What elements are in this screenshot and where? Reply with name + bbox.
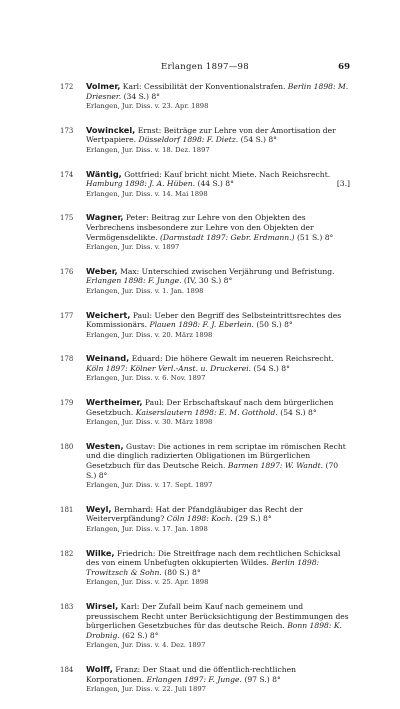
extent: (51 S.) 8° bbox=[296, 232, 334, 242]
entry-body bbox=[86, 311, 350, 341]
bibliography-entry bbox=[60, 213, 350, 252]
author-firstname: Franz: bbox=[115, 664, 141, 674]
dissertation-info: Erlangen, Jur. Diss. v. 17. Sept. 1897 bbox=[86, 481, 213, 490]
bibliography-entry bbox=[60, 126, 350, 156]
extent: (IV, 30 S.) 8° bbox=[183, 276, 233, 286]
work-title: Der Erbschaftskauf nach dem bürgerlichen Gesetzbuch. bbox=[86, 398, 334, 417]
imprint: Berlin 1898: Trowitzsch & Sohn. bbox=[86, 558, 320, 577]
author-surname: Weyl, bbox=[86, 503, 112, 514]
dissertation-info: Erlangen, Jur. Diss. v. 18. Dez. 1897 bbox=[86, 145, 210, 154]
dissertation-info: Erlangen, Jur. Diss. v. 25. Apr. 1898 bbox=[86, 578, 209, 587]
entry-number: 177 bbox=[60, 311, 74, 320]
entry-body bbox=[86, 398, 350, 428]
work-title: Kauf bricht nicht Miete. Nach Reichsrecht. bbox=[164, 169, 331, 179]
dissertation-info: Erlangen, Jur. Diss. v. 1897 bbox=[86, 243, 180, 252]
entry-body bbox=[86, 126, 350, 156]
entry-number: 173 bbox=[60, 126, 74, 135]
extent: (54 S.) 8° bbox=[280, 407, 317, 417]
author-firstname: Friedrich: bbox=[116, 548, 156, 558]
entry-body bbox=[86, 442, 350, 491]
imprint: Düsseldorf 1898: F. Dietz. bbox=[138, 135, 239, 145]
dissertation-info: Erlangen, Jur. Diss. v. 14. Mai 1898 bbox=[86, 189, 208, 198]
work-title: Die actiones in rem scriptae im römischen Recht und die dinglich radizierten Obligationen im Bürgerlichen Gesetzbuch für das Deutsche Reich. bbox=[86, 441, 346, 471]
bibliography-entry bbox=[60, 665, 350, 695]
extent: (97 S.) 8° bbox=[244, 674, 281, 684]
entry-body bbox=[86, 170, 350, 200]
author-surname: Wertheimer, bbox=[86, 397, 143, 408]
dissertation-info: Erlangen, Jur. Diss. v. 4. Dez. 1897 bbox=[86, 641, 206, 650]
entry-number: 184 bbox=[60, 665, 74, 674]
author-firstname: Karl: bbox=[120, 601, 140, 611]
bibliography-entry bbox=[60, 267, 350, 297]
entry-number: 183 bbox=[60, 602, 74, 611]
bibliography-entry bbox=[60, 170, 350, 200]
author-firstname: Paul: bbox=[132, 310, 153, 320]
imprint: Berlin 1898: M. Driesner. bbox=[86, 82, 349, 101]
dissertation-info: Erlangen, Jur. Diss. v. 30. März 1898 bbox=[86, 418, 213, 427]
dissertation-info: Erlangen, Jur. Diss. v. 22. Juli 1897 bbox=[86, 685, 206, 694]
margin-mark: [3.] bbox=[336, 179, 350, 189]
author-firstname: Gottfried: bbox=[124, 169, 162, 179]
bibliography-entry bbox=[60, 549, 350, 588]
imprint: Erlangen 1898: F. Junge. bbox=[86, 276, 182, 286]
author-surname: Wilke, bbox=[86, 547, 115, 558]
work-title: Ueber den Begriff des Selbsteintrittsrechtes des Kommissionärs. bbox=[86, 310, 342, 330]
work-title: Hat der Pfandgläubiger das Recht der Weiterverpfändung? bbox=[86, 504, 303, 524]
bibliography-entry bbox=[60, 82, 350, 112]
entry-body bbox=[86, 665, 350, 695]
entry-number: 178 bbox=[60, 355, 74, 364]
bibliography-entry bbox=[60, 354, 350, 384]
entry-number: 181 bbox=[60, 505, 74, 514]
extent: (70 S.) 8° bbox=[86, 461, 339, 480]
entry-number: 176 bbox=[60, 267, 74, 276]
entry-body bbox=[86, 602, 350, 651]
imprint: Erlangen 1897: F. Junge. bbox=[146, 674, 242, 684]
author-surname: Wagner, bbox=[86, 212, 124, 223]
dissertation-info: Erlangen, Jur. Diss. v. 1. Jan. 1898 bbox=[86, 286, 204, 295]
author-firstname: Karl: bbox=[122, 82, 142, 91]
author-firstname: Gustav: bbox=[126, 441, 156, 451]
extent: (29 S.) 8° bbox=[235, 514, 272, 524]
extent: (34 S.) 8° bbox=[123, 91, 160, 101]
entry-body bbox=[86, 267, 350, 297]
entry-body bbox=[86, 213, 350, 252]
entry-number: 172 bbox=[60, 83, 74, 91]
work-title: Cessibilität der Konventionalstrafen. bbox=[144, 82, 286, 91]
entry-number: 179 bbox=[60, 399, 74, 408]
bibliography-entry bbox=[60, 505, 350, 535]
running-header bbox=[60, 62, 350, 74]
author-surname: Wolff, bbox=[86, 663, 113, 674]
author-firstname: Eduard: bbox=[131, 354, 163, 364]
author-surname: Weinand, bbox=[86, 353, 130, 364]
work-title: Der Zufall beim Kauf nach gemeinem und preussischem Recht unter Berücksichtigung der Bestimmungen des bürgerlichen Gesetzbuches für das deutsche Reich. bbox=[86, 601, 349, 631]
author-firstname: Bernhard: bbox=[113, 504, 154, 514]
work-title: Beiträge zur Lehre von der Amortisation der Wertpapiere. bbox=[86, 125, 336, 145]
author-surname: Wäntig, bbox=[86, 168, 122, 179]
entry-body bbox=[86, 505, 350, 535]
bibliography-entry bbox=[60, 602, 350, 651]
imprint: (Darmstadt 1897: Gebr. Erdmann.) bbox=[160, 232, 295, 242]
work-title: Die Streitfrage nach dem rechtlichen Schicksal des von einem Unbefugten okkupierten Wildes. bbox=[86, 548, 341, 568]
author-surname: Wirsel, bbox=[86, 600, 119, 611]
entry-number: 175 bbox=[60, 214, 74, 223]
page-number: 69 bbox=[338, 62, 350, 72]
entry-number: 180 bbox=[60, 442, 74, 451]
entry-number: 182 bbox=[60, 549, 74, 558]
running-title: Erlangen 1897—98 bbox=[161, 62, 249, 72]
entry-body bbox=[86, 354, 350, 384]
entry-body bbox=[86, 549, 350, 588]
author-firstname: Ernst: bbox=[137, 125, 162, 135]
extent: (50 S.) 8° bbox=[256, 320, 293, 330]
dissertation-info: Erlangen, Jur. Diss. v. 23. Apr. 1898 bbox=[86, 102, 209, 111]
bibliography-entry bbox=[60, 398, 350, 428]
extent: (54 S.) 8° bbox=[240, 135, 277, 145]
work-title: Beitrag zur Lehre von den Objekten des Verbrechens insbesondere zur Lehre von den Objekten der Vermögensdelikte. bbox=[86, 213, 314, 242]
imprint: Bonn 1898: K. Drobnig. bbox=[86, 621, 342, 640]
imprint: Köln 1897: Kölner Verl.-Anst. u. Druckerei. bbox=[86, 363, 252, 373]
author-firstname: Max: bbox=[120, 266, 140, 276]
dissertation-info: Erlangen, Jur. Diss. v. 6. Nov. 1897 bbox=[86, 374, 206, 383]
entry-body bbox=[86, 82, 350, 112]
dissertation-info: Erlangen, Jur. Diss. v. 20. März 1898 bbox=[86, 330, 213, 339]
extent: (80 S.) 8° bbox=[164, 567, 201, 577]
imprint: Barmen 1897: W. Wandt. bbox=[227, 461, 324, 471]
author-surname: Volmer, bbox=[86, 81, 121, 91]
imprint: Hamburg 1898: J. A. Hüben. bbox=[86, 179, 196, 189]
bibliography-entry bbox=[60, 311, 350, 341]
imprint: Plauen 1898: F. J. Eberlein. bbox=[149, 320, 254, 330]
imprint: Kaiserslautern 1898: E. M. Gotthold. bbox=[135, 407, 278, 417]
author-firstname: Peter: bbox=[125, 213, 149, 223]
author-firstname: Paul: bbox=[144, 398, 165, 408]
entry-number: 174 bbox=[60, 170, 74, 179]
author-surname: Weichert, bbox=[86, 309, 131, 320]
author-surname: Weber, bbox=[86, 265, 118, 276]
bibliography-list bbox=[60, 82, 350, 709]
work-title: Der Staat und die öffentlich-rechtlichen Korporationen. bbox=[86, 664, 296, 684]
author-surname: Vowinckel, bbox=[86, 124, 136, 135]
dissertation-info: Erlangen, Jur. Diss. v. 17. Jan. 1898 bbox=[86, 525, 208, 533]
extent: (62 S.) 8° bbox=[122, 630, 159, 640]
extent: (44 S.) 8° bbox=[197, 179, 234, 189]
work-title: Die höhere Gewalt im neueren Reichsrecht. bbox=[164, 354, 334, 364]
author-surname: Westen, bbox=[86, 440, 124, 451]
bibliography-entry bbox=[60, 442, 350, 491]
extent: (54 S.) 8° bbox=[253, 363, 290, 373]
work-title: Unterschied zwischen Verjährung und Befristung. bbox=[141, 266, 335, 276]
imprint: Cöln 1898: Koch. bbox=[166, 514, 233, 524]
